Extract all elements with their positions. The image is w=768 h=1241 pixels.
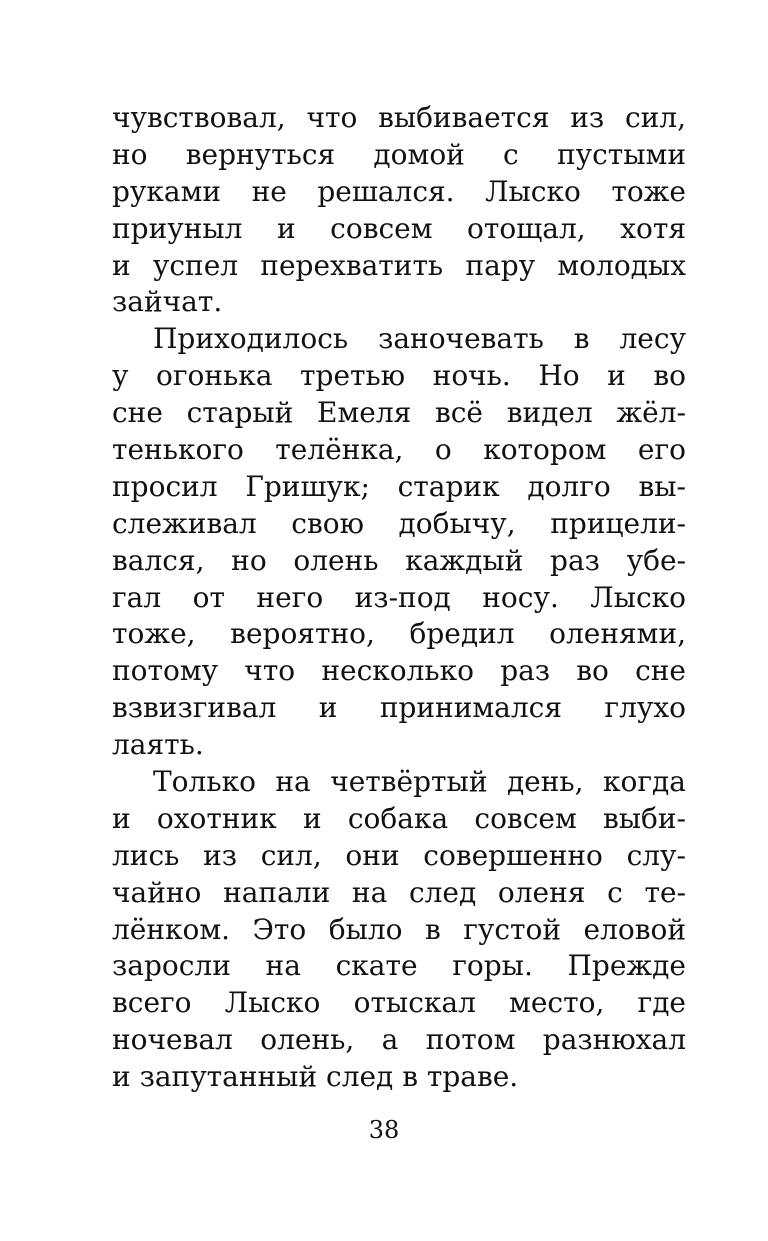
- text-line: чувствовал, что выбивается из сил,: [112, 101, 686, 134]
- text-line: руками не решался. Лыско тоже: [112, 174, 686, 208]
- text-line: тоже, вероятно, бредил оленями,: [112, 617, 686, 651]
- text-line: приуныл и совсем отощал, хотя: [112, 211, 686, 245]
- text-line: заросли на скате горы. Прежде: [112, 949, 686, 983]
- text-line: зайчат.: [112, 285, 223, 319]
- text-line: слеживал свою добычу, прицели-: [112, 506, 686, 540]
- text-line: лёнком. Это было в густой еловой: [112, 912, 686, 946]
- text-line: и охотник и собака совсем выби-: [112, 801, 686, 835]
- text-line: чайно напали на след оленя с те-: [112, 875, 686, 909]
- text-line: вался, но олень каждый раз убе-: [112, 543, 686, 577]
- text-line: Только на четвёртый день, когда: [153, 765, 686, 799]
- text-line: лаять.: [112, 728, 204, 762]
- text-line: у огонька третью ночь. Но и во: [112, 359, 686, 393]
- text-line: всего Лыско отыскал место, где: [112, 986, 686, 1020]
- text-line: Приходилось заночевать в лесу: [153, 322, 686, 356]
- text-line: но вернуться домой с пустыми: [112, 137, 686, 171]
- text-line: тенького телёнка, о котором его: [112, 433, 686, 467]
- text-line: и успел перехватить пару молодых: [112, 248, 686, 282]
- text-line: ночевал олень, а потом разнюхал: [112, 1023, 686, 1057]
- text-line: лись из сил, они совершенно слу-: [112, 838, 686, 872]
- body-text: [112, 100, 686, 1096]
- text-line: и запутанный след в траве.: [112, 1060, 519, 1094]
- page-number: 38: [368, 1116, 400, 1144]
- text-line: гал от него из-под носу. Лыско: [112, 580, 686, 614]
- text-line: потому что несколько раз во сне: [112, 654, 686, 688]
- text-line: просил Гришук; старик долго вы-: [112, 469, 686, 503]
- text-line: сне старый Емеля всё видел жёл-: [112, 396, 686, 430]
- text-line: взвизгивал и принимался глухо: [112, 691, 686, 725]
